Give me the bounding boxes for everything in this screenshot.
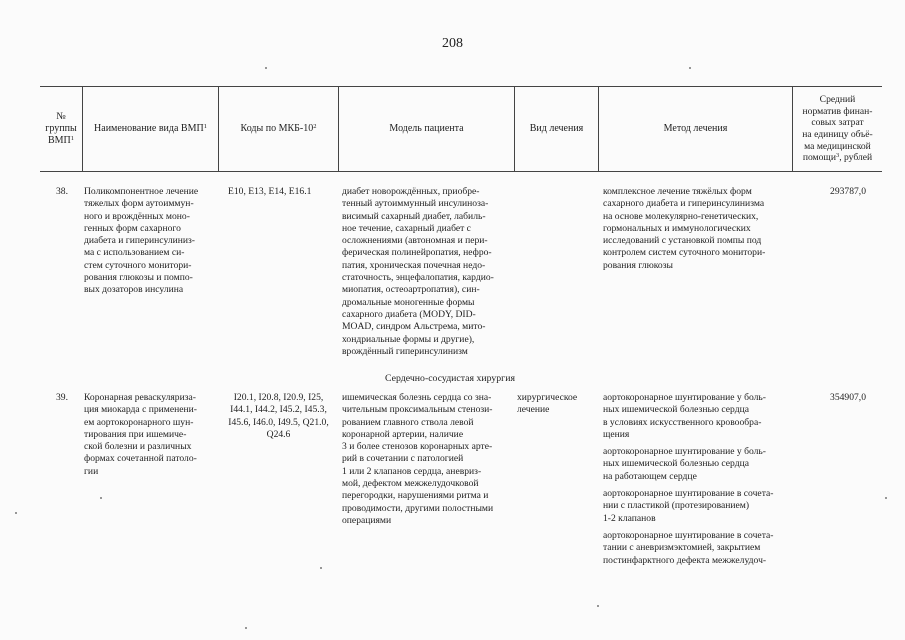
header-average-cost: Средний норматив финан- совых затрат на единицу объё- ма медицинской помощи$^3$, рублей: [802, 94, 873, 164]
row-38-treatment-method: комплексное лечение тяжёлых форм сахарного диабета и гиперинсулинизма на основе молекулярно-генетических, гормональных и иммунологических исследований с установкой помпы под контролем систем суточного монитори- рования глюкозы: [603, 186, 766, 271]
method-paragraph: аортокоронарное шунтирование у боль- ных ишемической болезнью сердца на работающем сердце: [603, 446, 766, 482]
header-patient-model: Модель пациента: [389, 123, 464, 134]
row-39-icd-codes: I20.1, I20.8, I20.9, I25, I44.1, I44.2, I45.2, I45.3, I45.6, I46.0, I49.5, Q21.0, Q24.6: [228, 392, 329, 440]
header-group-number: № группы ВМП$^1$: [45, 111, 77, 146]
row-39-vmp-name: Коронарная реваскуляриза- ция миокарда с применени- ем аортокоронарного шун- тирования при ишемиче- ской болезни и различных формах сочетанной патоло- гии: [84, 392, 197, 477]
row-38-patient-model: диабет новорождённых, приобре- тенный аутоиммунный инсулиноза- висимый сахарный диабет, лабиль- ное течение, сахарный диабет с осложнениями (автономная и пери- ферическая полинейропатия, нефро- патия, хроническая почечная недо- статочность, энцефалопатия, кардио- миопатия, остеоартропатия), син- дромальные моногенные формы сахарного диабета (MODY, DID- MOAD, синдром Альстрема, мито- хондриальные формы и другие), врождённый гиперинсулинизм: [342, 186, 494, 357]
scan-speck: [15, 512, 17, 514]
table-top-border: [40, 86, 882, 87]
row-38-icd-codes: E10, E13, E14, E16.1: [228, 186, 312, 197]
method-paragraph: аортокоронарное шунтирование в сочета- нии с пластикой (протезированием) 1-2 клапанов: [603, 488, 774, 524]
row-38-average-cost: 293787,0: [830, 186, 866, 197]
page-number: 208: [442, 36, 463, 51]
row-39-average-cost: 354907,0: [830, 392, 866, 403]
scan-speck: [265, 67, 267, 69]
scan-speck: [885, 497, 887, 499]
section-title: Сердечно-сосудистая хирургия: [385, 373, 515, 384]
row-39-treatment-method: [603, 392, 793, 572]
row-39-number: 39.: [56, 392, 68, 403]
scan-speck: [245, 627, 247, 629]
row-38-number: 38.: [56, 186, 68, 197]
header-treatment-type: Вид лечения: [529, 123, 584, 134]
scan-speck: [320, 567, 322, 569]
row-39-treatment-type: хирургическое лечение: [517, 392, 578, 416]
scan-speck: [100, 497, 102, 499]
scan-speck: [597, 605, 599, 607]
row-39-patient-model: ишемическая болезнь сердца со зна- чительным проксимальным стенози- рованием главного ствола левой коронарной артерии, наличие 3 и более стенозов коронарных арте- рий в сочетании с патологией 1 или 2 клапанов сердца, аневриз- мой, дефектом межжелудочковой перегородки, нарушениями ритма и проводимости, другими полостными операциями: [342, 392, 494, 526]
header-icd-codes: Коды по МКБ-$10^2$: [240, 123, 317, 134]
header-vmp-name: Наименование вида ВМП$^1$: [94, 123, 207, 134]
method-paragraph: аортокоронарное шунтирование в сочета- тании с аневризмэктомией, закрытием постинфарктного дефекта межжелудоч-: [603, 529, 774, 566]
scan-speck: [689, 67, 691, 69]
header-treatment-method: Метод лечения: [663, 123, 728, 134]
row-38-vmp-name: Поликомпонентное лечение тяжелых форм аутоиммун- ного и врождённых моно- генных форм сахарного диабета и гиперинсулиниз- ма с использованием си- стем суточного монитори- рования глюкозы и помпо- вых дозаторов инсулина: [84, 186, 199, 296]
table-header-bottom-border: [40, 171, 882, 172]
method-paragraph: аортокоронарное шунтирование у боль- ных ишемической болезнью сердца в условиях искусственного кровообра- щения: [603, 392, 766, 440]
